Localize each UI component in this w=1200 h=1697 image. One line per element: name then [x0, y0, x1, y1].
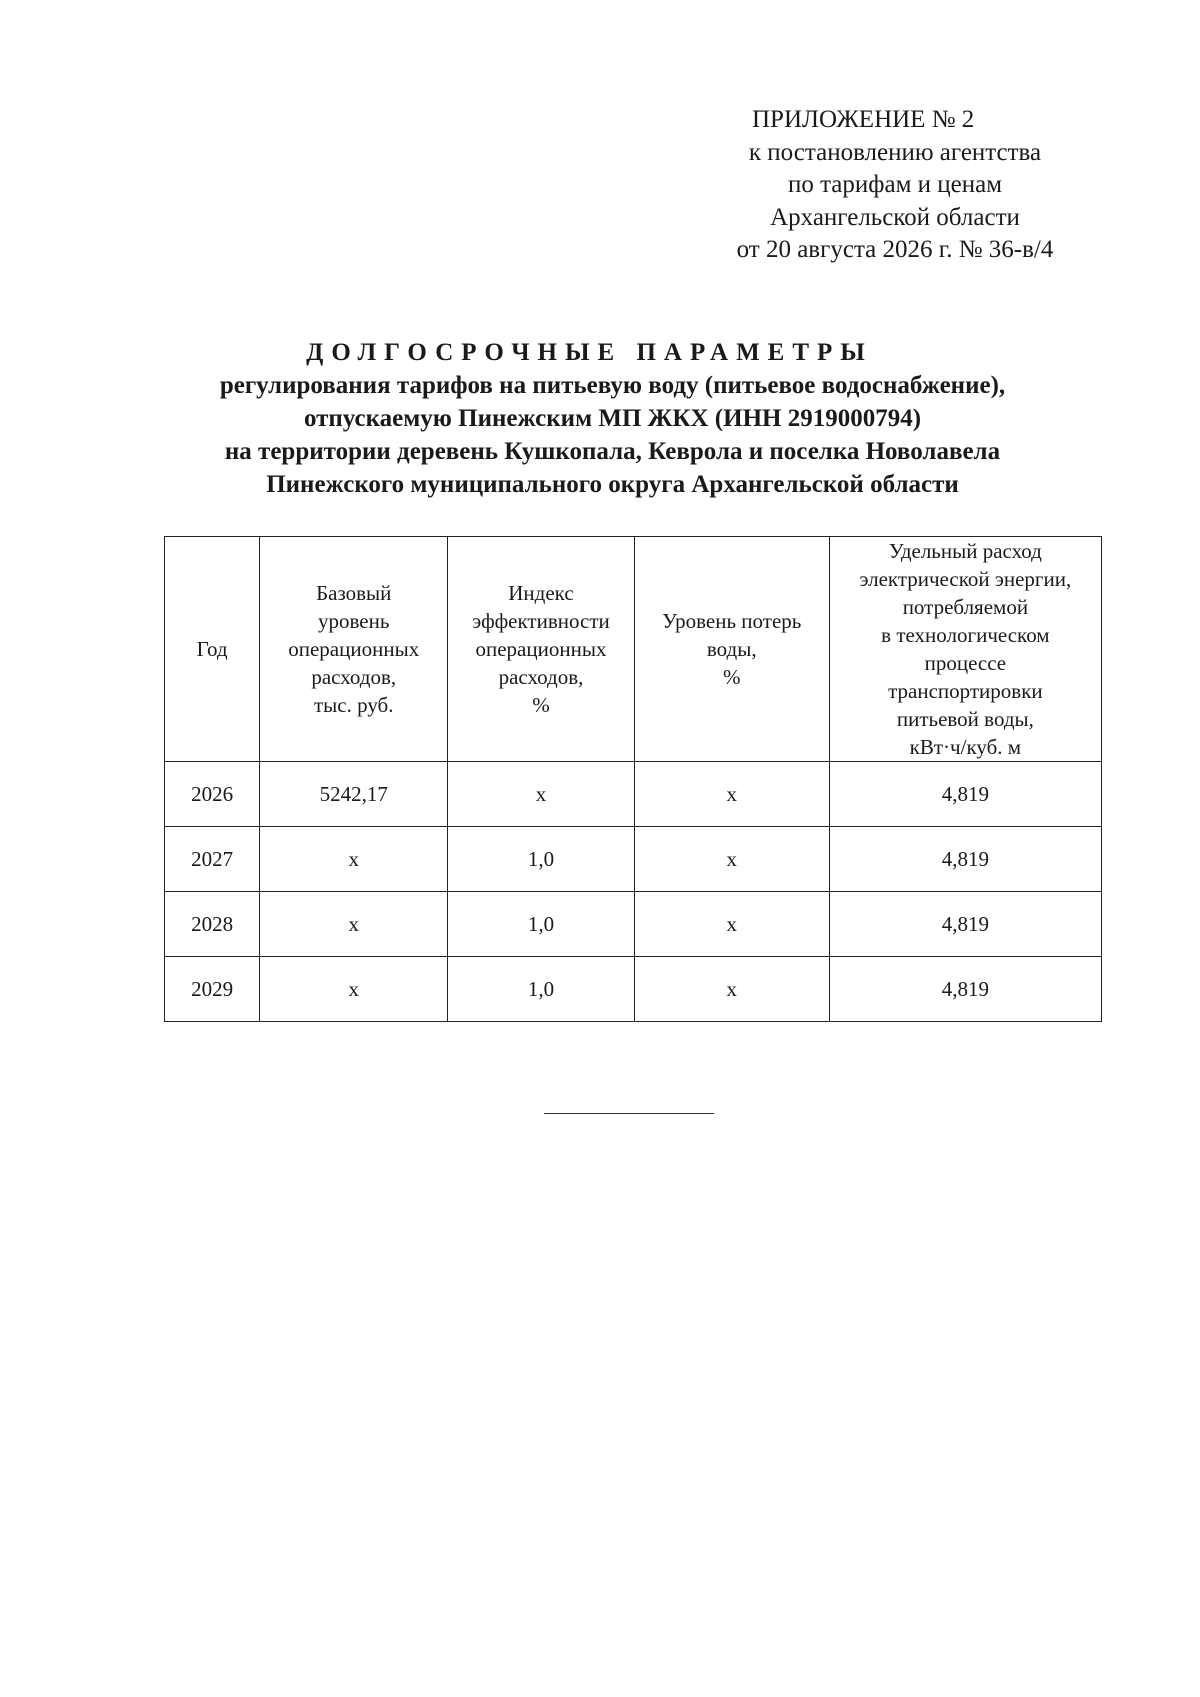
closing-divider	[544, 1113, 714, 1114]
cell-efficiency-index: 1,0	[448, 957, 635, 1022]
header-year: Год	[165, 537, 260, 762]
table-row	[165, 762, 1102, 827]
appendix-date: от 20 августа 2026 г. № 36-в/4	[736, 236, 1054, 263]
heading-line: Пинежского муниципального округа Архангельской области	[266, 471, 959, 498]
appendix-line: Архангельской области	[770, 203, 1020, 231]
document-title: ДОЛГОСРОЧНЫЕ ПАРАМЕТРЫ	[306, 339, 873, 366]
cell-water-loss: х	[634, 957, 829, 1022]
cell-year: 2028	[165, 892, 260, 957]
heading-line: отпускаемую Пинежским МП ЖКХ (ИНН 2919000794)	[303, 405, 922, 432]
appendix-line: по тарифам и ценам	[787, 171, 1003, 198]
cell-energy-consumption: 4,819	[829, 892, 1101, 957]
document-heading	[160, 336, 1065, 501]
cell-year: 2029	[165, 957, 260, 1022]
header-efficiency-index: Индекс эффективности операционных расходов, %	[448, 537, 635, 762]
parameters-table	[164, 536, 1102, 1022]
cell-efficiency-index: х	[448, 762, 635, 827]
cell-water-loss: х	[634, 762, 829, 827]
table-row	[165, 892, 1102, 957]
cell-efficiency-index: 1,0	[448, 827, 635, 892]
cell-energy-consumption: 4,819	[829, 957, 1101, 1022]
appendix-block	[690, 104, 1100, 267]
cell-base-opex: х	[260, 892, 448, 957]
table-row	[165, 957, 1102, 1022]
heading-line: на территории деревень Кушкопала, Кеврола и поселка Новолавела	[224, 438, 1001, 465]
header-energy-consumption: Удельный расход электрической энергии, потребляемой в технологическом процессе транспортировки питьевой воды, кВт·ч/куб. м	[829, 537, 1101, 762]
cell-base-opex: х	[260, 957, 448, 1022]
heading-line: регулирования тарифов на питьевую воду (питьевое водоснабжение),	[219, 372, 1006, 399]
cell-energy-consumption: 4,819	[829, 762, 1101, 827]
cell-water-loss: х	[634, 827, 829, 892]
appendix-line: к постановлению агентства	[748, 138, 1042, 166]
cell-efficiency-index: 1,0	[448, 892, 635, 957]
header-water-loss: Уровень потерь воды, %	[634, 537, 829, 762]
cell-energy-consumption: 4,819	[829, 827, 1101, 892]
appendix-number: ПРИЛОЖЕНИЕ № 2	[752, 106, 975, 133]
cell-base-opex: х	[260, 827, 448, 892]
cell-water-loss: х	[634, 892, 829, 957]
table-row	[165, 827, 1102, 892]
cell-base-opex: 5242,17	[260, 762, 448, 827]
table-header-row	[165, 537, 1102, 762]
cell-year: 2026	[165, 762, 260, 827]
header-base-opex: Базовый уровень операционных расходов, тыс. руб.	[260, 537, 448, 762]
cell-year: 2027	[165, 827, 260, 892]
